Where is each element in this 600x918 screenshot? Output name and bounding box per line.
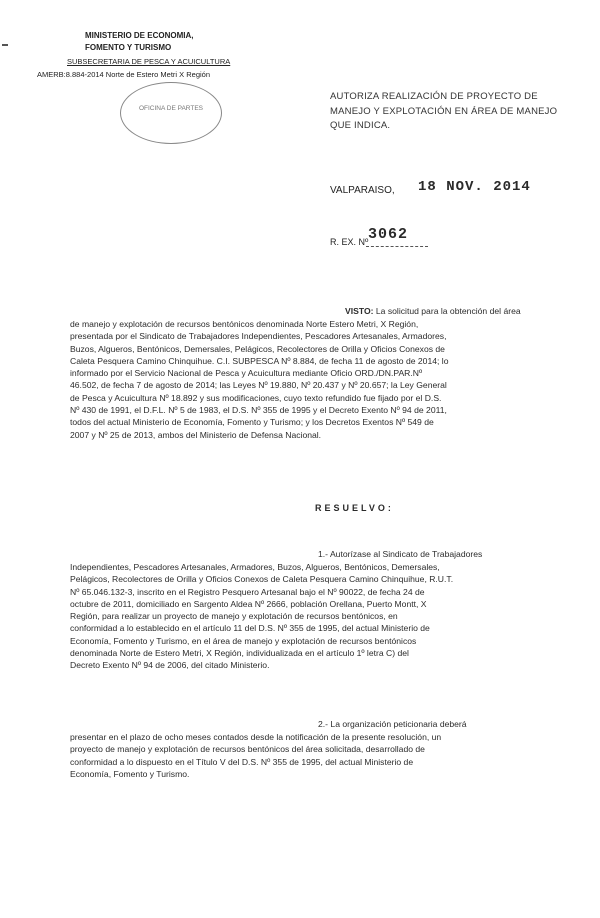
item2-line: conformidad a lo dispuesto en el Título V del D.S. Nº 355 de 1995, del actual Ministerio de bbox=[70, 756, 414, 767]
visto-label: VISTO: bbox=[345, 306, 374, 316]
resuelvo-heading: RESUELVO: bbox=[315, 503, 394, 513]
visto-line: presentada por el Sindicato de Trabajadores Independientes, Pescadores Artesanales, Armadores, bbox=[70, 331, 447, 342]
item1-line: Independientes, Pescadores Artesanales, Armadores, Buzos, Algueros, Bentónicos, Demersales, bbox=[70, 562, 440, 572]
visto-line: de manejo y explotación de recursos bentónicos denominada Norte Estero Metri, X Región, bbox=[70, 319, 419, 329]
item2-line: proyecto de manejo y explotación de recursos bentónicos del área solicitada, desarrollado de bbox=[70, 744, 425, 755]
item1-line: Región, para realizar un proyecto de manejo y explotación de recursos bentónicos, en bbox=[70, 611, 398, 622]
subject-block bbox=[330, 90, 560, 134]
visto-line: todos del actual Ministerio de Economía, Fomento y Turismo; y los Decretos Exentos Nº 549 de bbox=[70, 417, 434, 428]
visto-line: 2007 y Nº 25 de 2013, ambos del Ministerio de Defensa Nacional. bbox=[70, 429, 322, 440]
date-value: 18 NOV. 2014 bbox=[418, 179, 531, 195]
visto-line: 46.502, de fecha 7 de agosto de 2014; las Leyes Nº 19.880, Nº 20.437 y Nº 20.657; la Ley General bbox=[70, 380, 447, 391]
ministry-name-line2: FOMENTO Y TURISMO bbox=[85, 43, 172, 52]
item1-line: Economía, Fomento y Turismo, en el área de manejo y explotación de recursos bentónicos bbox=[70, 635, 417, 646]
item1-body bbox=[70, 561, 560, 672]
subject-line-2: MANEJO Y EXPLOTACIÓN EN ÁREA DE MANEJO bbox=[330, 105, 558, 117]
subject-line-3: QUE INDICA. bbox=[330, 120, 391, 131]
item2-first-line: 2.- La organización peticionaria deberá bbox=[318, 719, 467, 729]
item1-line: denominada Norte de Estero Metri, X Región, individualizada en el artículo 1º letra C) del bbox=[70, 648, 409, 659]
item1-line: Decreto Exento Nº 94 de 2006, del citado Ministerio. bbox=[70, 660, 270, 671]
subject-line-1: AUTORIZA REALIZACIÓN DE PROYECTO DE bbox=[330, 91, 538, 102]
visto-line: Nº 430 de 1991, el D.F.L. Nº 5 de 1983, el D.S. Nº 355 de 1995 y el Decreto Exento Nº 94 de 2011, bbox=[70, 405, 447, 416]
item1-line: Nº 65.046.132-3, inscrito en el Registro Pesquero Artesanal bajo el Nº 90022, de fecha 24 de bbox=[70, 586, 425, 597]
visto-line: informado por el Servicio Nacional de Pesca y Acuicultura mediante Oficio ORD./DN.PAR.Nº bbox=[70, 368, 423, 379]
resolution-prefix: R. EX. Nº bbox=[330, 237, 369, 247]
date-city: VALPARAISO, bbox=[330, 185, 395, 196]
item1-line: Pelágicos, Recolectores de Orilla y Oficios Conexos de Caleta Pesquera Camino Chinquihue, R.U.T. bbox=[70, 574, 454, 585]
visto-line: Caleta Pesquera Camino Chinquihue. C.I. SUBPESCA Nº 8.884, de fecha 11 de agosto de 2014; lo bbox=[70, 355, 449, 366]
resolution-underline bbox=[366, 246, 428, 247]
visto-line: de Pesca y Acuicultura Nº 18.892 y sus modificaciones, cuyo texto refundido fue fijado por el D.S. bbox=[70, 392, 442, 403]
stamp-text: OFICINA DE PARTES bbox=[138, 105, 204, 112]
margin-mark bbox=[2, 44, 8, 46]
item1-line: conformidad a lo establecido en el artículo 11 del D.S. Nº 355 de 1995, del actual Ministerio de bbox=[70, 623, 430, 634]
visto-first-line bbox=[345, 305, 560, 317]
item2-line: Economía, Fomento y Turismo. bbox=[70, 768, 190, 779]
item2-body bbox=[70, 731, 560, 780]
item1-line: octubre de 2011, domiciliado en Sargento Aldea Nº 2666, población Orellana, Puerto Montt, X bbox=[70, 598, 427, 609]
office-stamp bbox=[120, 82, 222, 144]
subsecretaria-line: SUBSECRETARIA DE PESCA Y ACUICULTURA bbox=[67, 57, 231, 66]
visto-body bbox=[70, 318, 560, 441]
item1-first-line: 1.- Autorízase al Sindicato de Trabajadores bbox=[318, 549, 483, 559]
visto-line: Buzos, Algueros, Bentónicos, Demersales, Pelágicos, Recolectores de Orilla y Oficios Conexos de bbox=[70, 343, 445, 354]
ministry-name-line1: MINISTERIO DE ECONOMIA, bbox=[85, 31, 194, 40]
item2-line: presentar en el plazo de ocho meses contados desde la notificación de la presente resolución, un bbox=[70, 732, 442, 742]
resolution-number: 3062 bbox=[368, 226, 409, 243]
amerb-reference: AMERB:8.884-2014 Norte de Estero Metri X Región bbox=[37, 70, 211, 79]
visto-first-text: La solicitud para la obtención del área bbox=[375, 306, 521, 316]
